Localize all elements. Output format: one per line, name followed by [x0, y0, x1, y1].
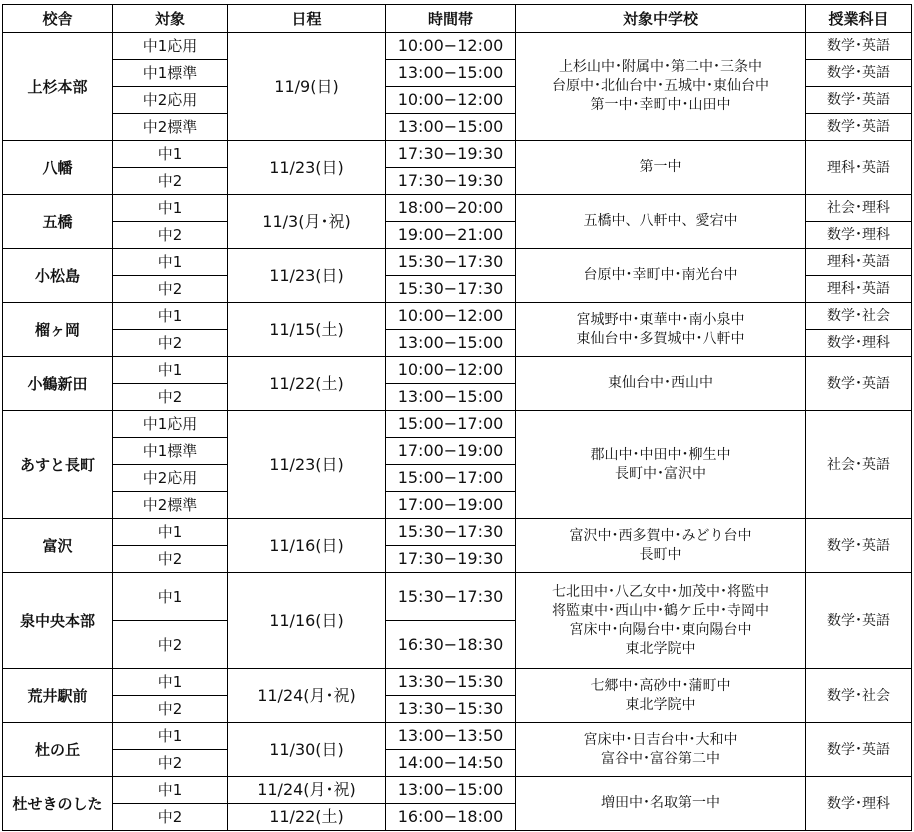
time-cell: 15:30−17:30	[386, 276, 516, 303]
subject-cell: 理科･英語	[806, 141, 912, 195]
subject-cell: 数学･英語	[806, 87, 912, 114]
schools-cell	[516, 249, 806, 303]
time-cell: 15:30−17:30	[386, 249, 516, 276]
target-cell: 中2	[113, 276, 228, 303]
time-cell: 10:00−12:00	[386, 303, 516, 330]
time-cell: 17:00−19:00	[386, 492, 516, 519]
target-cell: 中1応用	[113, 411, 228, 438]
target-cell: 中1	[113, 723, 228, 750]
campus-cell: 五橋	[3, 195, 113, 249]
date-cell: 11/24(月･祝)	[228, 777, 386, 804]
table-row	[3, 303, 912, 330]
campus-cell: 杜せきのした	[3, 777, 113, 831]
school-line: 富谷中･富谷第二中	[601, 750, 720, 767]
time-cell: 16:00−18:00	[386, 804, 516, 831]
target-cell: 中1	[113, 303, 228, 330]
time-cell: 16:30−18:30	[386, 621, 516, 669]
school-line: 宮城野中･東華中･南小泉中	[576, 311, 745, 328]
time-cell: 17:30−19:30	[386, 168, 516, 195]
school-line: 将監東中･西山中･鶴ケ丘中･寺岡中	[552, 602, 769, 619]
time-cell: 13:00−15:00	[386, 384, 516, 411]
campus-cell: 上杉本部	[3, 33, 113, 141]
schools-cell	[516, 357, 806, 411]
time-cell: 10:00−12:00	[386, 87, 516, 114]
subject-cell: 社会･英語	[806, 411, 912, 519]
table-row	[3, 723, 912, 750]
schedule-table	[2, 4, 912, 831]
school-line: 長町中･富沢中	[615, 465, 706, 482]
schools-cell	[516, 669, 806, 723]
schools-cell	[516, 195, 806, 249]
schools-cell	[516, 411, 806, 519]
time-cell: 13:00−13:50	[386, 723, 516, 750]
campus-cell: 小松島	[3, 249, 113, 303]
time-cell: 10:00−12:00	[386, 357, 516, 384]
time-cell: 13:00−15:00	[386, 777, 516, 804]
school-line: 東北学院中	[625, 640, 696, 657]
target-cell: 中2応用	[113, 465, 228, 492]
target-cell: 中2	[113, 330, 228, 357]
school-line: 東仙台中･西山中	[608, 375, 713, 391]
campus-cell: 泉中央本部	[3, 573, 113, 669]
header-schools: 対象中学校	[516, 5, 806, 33]
table-row	[3, 141, 912, 168]
target-cell: 中1	[113, 669, 228, 696]
time-cell: 13:00−15:00	[386, 330, 516, 357]
subject-cell: 数学･英語	[806, 114, 912, 141]
time-cell: 17:00−19:00	[386, 438, 516, 465]
target-cell: 中2標準	[113, 492, 228, 519]
time-cell: 14:00−14:50	[386, 750, 516, 777]
header-row	[3, 5, 912, 33]
subject-cell: 数学･社会	[806, 303, 912, 330]
target-cell: 中1	[113, 249, 228, 276]
campus-cell: 富沢	[3, 519, 113, 573]
target-cell: 中2	[113, 621, 228, 669]
table-row	[3, 357, 912, 384]
schools-cell	[516, 519, 806, 573]
table-row	[3, 519, 912, 546]
date-cell: 11/16(日)	[228, 519, 386, 573]
target-cell: 中2	[113, 546, 228, 573]
time-cell: 18:00−20:00	[386, 195, 516, 222]
subject-cell: 数学･英語	[806, 723, 912, 777]
school-line: 東仙台中･多賀城中･八軒中	[576, 330, 745, 347]
table-row	[3, 411, 912, 438]
schools-cell	[516, 573, 806, 669]
header-subject: 授業科目	[806, 5, 912, 33]
subject-cell: 数学･英語	[806, 60, 912, 87]
target-cell: 中2	[113, 804, 228, 831]
target-cell: 中1	[113, 357, 228, 384]
time-cell: 10:00−12:00	[386, 33, 516, 60]
target-cell: 中1	[113, 195, 228, 222]
date-cell: 11/16(日)	[228, 573, 386, 669]
schools-cell	[516, 33, 806, 141]
campus-cell: 小鶴新田	[3, 357, 113, 411]
time-cell: 13:30−15:30	[386, 696, 516, 723]
target-cell: 中2標準	[113, 114, 228, 141]
target-cell: 中2	[113, 696, 228, 723]
subject-cell: 数学･理科	[806, 777, 912, 831]
table-row	[3, 249, 912, 276]
subject-cell: 理科･英語	[806, 249, 912, 276]
table-body	[3, 33, 912, 831]
target-cell: 中2	[113, 222, 228, 249]
table-row	[3, 669, 912, 696]
time-cell: 19:00−21:00	[386, 222, 516, 249]
school-line: 第一中	[639, 159, 682, 175]
time-cell: 15:30−17:30	[386, 519, 516, 546]
header-target: 対象	[113, 5, 228, 33]
campus-cell: 榴ヶ岡	[3, 303, 113, 357]
time-cell: 13:30−15:30	[386, 669, 516, 696]
time-cell: 13:00−15:00	[386, 60, 516, 87]
school-line: 台原中･幸町中･南光台中	[583, 267, 738, 283]
table-row	[3, 777, 912, 804]
time-cell: 15:30−17:30	[386, 573, 516, 621]
campus-cell: 八幡	[3, 141, 113, 195]
campus-cell: あすと長町	[3, 411, 113, 519]
schools-cell	[516, 303, 806, 357]
school-line: 長町中	[639, 546, 682, 563]
target-cell: 中1	[113, 141, 228, 168]
subject-cell: 数学･英語	[806, 357, 912, 411]
table-row	[3, 573, 912, 621]
school-line: 東北学院中	[625, 696, 696, 713]
campus-cell: 荒井駅前	[3, 669, 113, 723]
school-line: 増田中･名取第一中	[601, 795, 720, 811]
date-cell: 11/15(土)	[228, 303, 386, 357]
subject-cell: 数学･理科	[806, 222, 912, 249]
subject-cell: 理科･英語	[806, 276, 912, 303]
time-cell: 17:30−19:30	[386, 141, 516, 168]
date-cell: 11/23(日)	[228, 411, 386, 519]
target-cell: 中1標準	[113, 438, 228, 465]
date-cell: 11/23(日)	[228, 249, 386, 303]
time-cell: 13:00−15:00	[386, 114, 516, 141]
subject-cell: 数学･英語	[806, 519, 912, 573]
subject-cell: 数学･社会	[806, 669, 912, 723]
table-row	[3, 33, 912, 60]
target-cell: 中2	[113, 384, 228, 411]
target-cell: 中2	[113, 168, 228, 195]
school-line: 第一中･幸町中･山田中	[590, 97, 731, 113]
header-campus: 校舎	[3, 5, 113, 33]
schools-cell	[516, 141, 806, 195]
time-cell: 15:00−17:00	[386, 411, 516, 438]
school-line: 台原中･北仙台中･五城中･東仙台中	[552, 78, 769, 94]
school-line: 七郷中･高砂中･蒲町中	[590, 677, 731, 694]
date-cell: 11/30(日)	[228, 723, 386, 777]
subject-cell: 数学･英語	[806, 33, 912, 60]
table-row	[3, 195, 912, 222]
school-line: 宮床中･向陽台中･東向陽台中	[569, 621, 752, 638]
date-cell: 11/22(土)	[228, 804, 386, 831]
subject-cell: 数学･英語	[806, 573, 912, 669]
time-cell: 15:00−17:00	[386, 465, 516, 492]
schools-cell	[516, 777, 806, 831]
header-time: 時間帯	[386, 5, 516, 33]
date-cell: 11/3(月･祝)	[228, 195, 386, 249]
target-cell: 中2応用	[113, 87, 228, 114]
target-cell: 中1	[113, 519, 228, 546]
time-cell: 17:30−19:30	[386, 546, 516, 573]
date-cell: 11/24(月･祝)	[228, 669, 386, 723]
school-line: 五橋中、八軒中、愛宕中	[583, 213, 738, 229]
target-cell: 中2	[113, 750, 228, 777]
school-line: 七北田中･八乙女中･加茂中･将監中	[552, 583, 769, 600]
target-cell: 中1	[113, 777, 228, 804]
date-cell: 11/23(日)	[228, 141, 386, 195]
school-line: 宮床中･日吉台中･大和中	[583, 731, 738, 748]
subject-cell: 数学･理科	[806, 330, 912, 357]
date-cell: 11/9(日)	[228, 33, 386, 141]
date-cell: 11/22(土)	[228, 357, 386, 411]
header-date: 日程	[228, 5, 386, 33]
school-line: 上杉山中･附属中･第二中･三条中	[559, 59, 762, 75]
target-cell: 中1応用	[113, 33, 228, 60]
school-line: 郡山中･中田中･柳生中	[590, 446, 731, 463]
target-cell: 中1標準	[113, 60, 228, 87]
school-line: 富沢中･西多賀中･みどり台中	[569, 527, 752, 544]
campus-cell: 杜の丘	[3, 723, 113, 777]
schools-cell	[516, 723, 806, 777]
subject-cell: 社会･理科	[806, 195, 912, 222]
target-cell: 中1	[113, 573, 228, 621]
